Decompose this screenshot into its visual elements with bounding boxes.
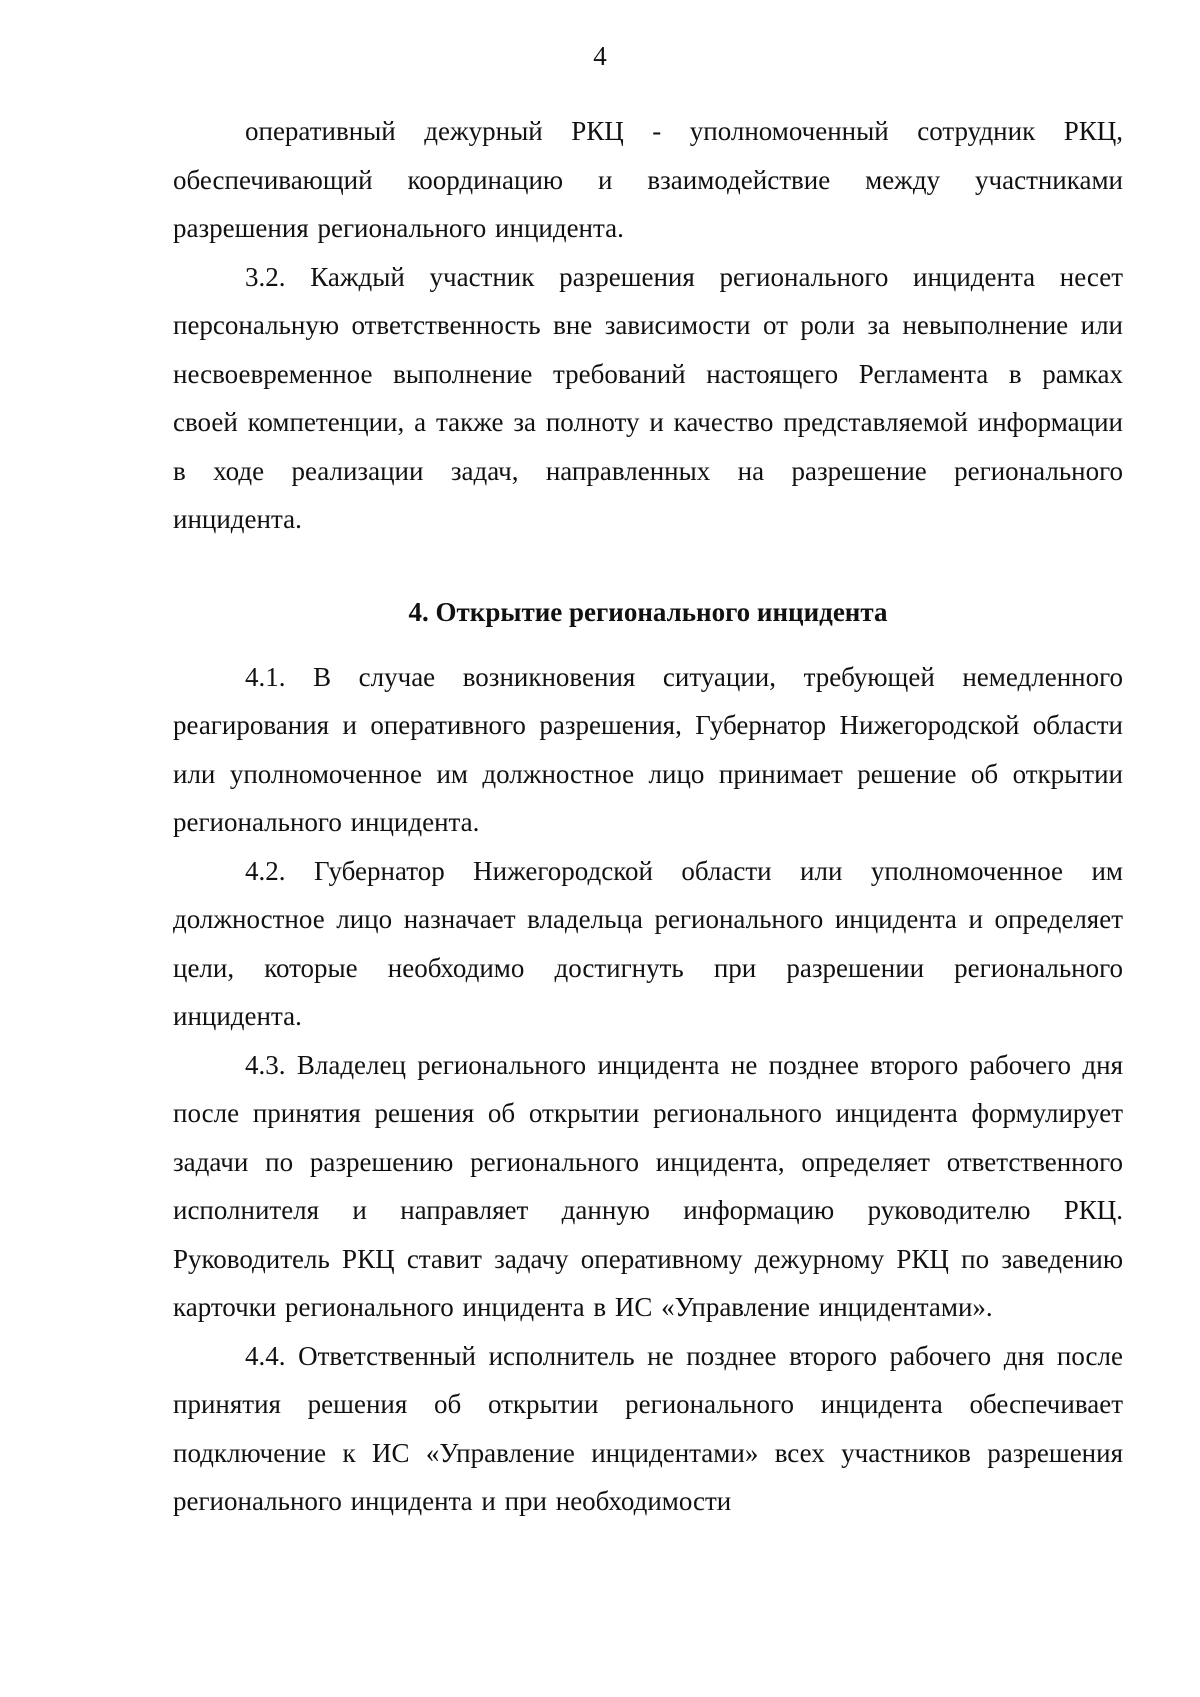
- paragraph-4-4: 4.4. Ответственный исполнитель не позднее второго рабочего дня после принятия решения об открытии регионального инцидента обеспечивает подключение к ИС «Управление инцидентами» всех участников разрешения регионального инцидента и при необходимости: [173, 1340, 1123, 1516]
- section-heading: 4. Открытие регионального инцидента: [408, 596, 888, 627]
- paragraph-4-2: 4.2. Губернатор Нижегородской области или уполномоченное им должностное лицо назначает владельца регионального инцидента и определяет цели, которые необходимо достигнуть при разрешении регионального инцидента.: [173, 855, 1123, 1031]
- paragraph-3-2: 3.2. Каждый участник разрешения регионального инцидента несет персональную ответственность вне зависимости от роли за невыполнение или несвоевременное выполнение требований настоящего Регламента в рамках своей компетенции, а также за полноту и качество представляемой информации в ходе реализации задач, направленных на разрешение регионального инцидента.: [173, 261, 1123, 534]
- page-number: 4: [593, 41, 607, 71]
- document-body: [173, 107, 1123, 1526]
- paragraph-4-3: 4.3. Владелец регионального инцидента не позднее второго рабочего дня после принятия решения об открытии регионального инцидента формулирует задачи по разрешению регионального инцидента, определяет ответственного исполнителя и направляет данную информацию руководителю РКЦ. Руководитель РКЦ ставит задачу оперативному дежурному РКЦ по заведению карточки регионального инцидента в ИС «Управление инцидентами».: [173, 1049, 1123, 1322]
- paragraph-4-1: 4.1. В случае возникновения ситуации, требующей немедленного реагирования и оперативного разрешения, Губернатор Нижегородской области или уполномоченное им должностное лицо принимает решение об открытии регионального инцидента.: [173, 661, 1123, 837]
- paragraph-duty-officer-definition: оперативный дежурный РКЦ - уполномоченный сотрудник РКЦ, обеспечивающий координацию и взаимодействие между участниками разрешения регионального инцидента.: [173, 116, 1123, 243]
